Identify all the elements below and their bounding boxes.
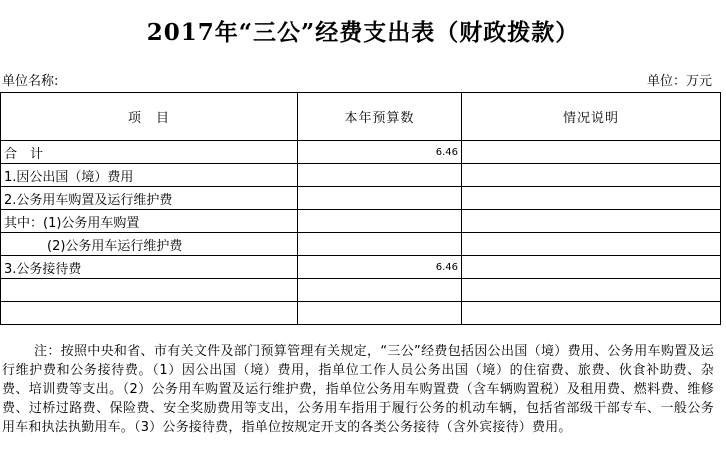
row-item: 3.公务接待费 <box>1 256 298 279</box>
footnote: 注：按照中央和省、市有关文件及部门预算管理有关规定，“三公”经费包括因公出国（境）费用、公务用车购置及运行维护费和公务接待费。（1）因公出国（境）费用，指单位工作人员公务出国（境）的住宿费、旅费、伙食补助费、杂费、培训费等支出。（2）公务用车购置及运行维护费，指单位公务用车购置费（含车辆购置税）及租用费、燃料费、维修费、过桥过路费、保险费、安全奖励费用等支出，公务用车指用于履行公务的机动车辆，包括省部级干部专车、一般公务用车和执法执勤用车。（3）公务接待费，指单位按规定开支的各类公务接待（含外宾接待）费用。 <box>2 344 714 435</box>
row-note <box>462 233 721 256</box>
row-amount: 6.46 <box>298 141 462 164</box>
row-note <box>462 302 721 325</box>
row-note <box>462 164 721 187</box>
row-item <box>1 302 298 325</box>
table-row <box>1 233 721 256</box>
row-amount <box>298 279 462 302</box>
unit-label: 单位：万元 <box>646 74 712 89</box>
table-row <box>1 164 721 187</box>
row-item: 2.公务用车购置及运行维护费 <box>1 187 298 210</box>
row-note <box>462 279 721 302</box>
budget-table <box>0 92 721 325</box>
row-amount: 6.46 <box>298 256 462 279</box>
table-row <box>1 256 721 279</box>
row-item: 合 计 <box>1 141 298 164</box>
row-item: (2)公务用车运行维护费 <box>1 233 298 256</box>
row-note <box>462 141 721 164</box>
row-note <box>462 210 721 233</box>
table-row <box>1 141 721 164</box>
row-item <box>1 279 298 302</box>
row-amount <box>298 233 462 256</box>
row-amount <box>298 164 462 187</box>
unit-name-label: 单位名称: <box>2 74 59 89</box>
row-item: 1.因公出国（境）费用 <box>1 164 298 187</box>
table-row <box>1 279 721 302</box>
header-budget: 本年预算数 <box>298 93 462 141</box>
header-note: 情况说明 <box>462 93 721 141</box>
table-row <box>1 210 721 233</box>
header-item: 项 目 <box>1 93 298 141</box>
table-header-row <box>1 93 721 141</box>
table-row <box>1 302 721 325</box>
row-note <box>462 187 721 210</box>
page-title: 2017年“三公”经费支出表（财政拨款） <box>146 19 580 46</box>
row-note <box>462 256 721 279</box>
row-item: 其中：(1)公务用车购置 <box>1 210 298 233</box>
row-amount <box>298 187 462 210</box>
table-row <box>1 187 721 210</box>
row-amount <box>298 302 462 325</box>
row-amount <box>298 210 462 233</box>
